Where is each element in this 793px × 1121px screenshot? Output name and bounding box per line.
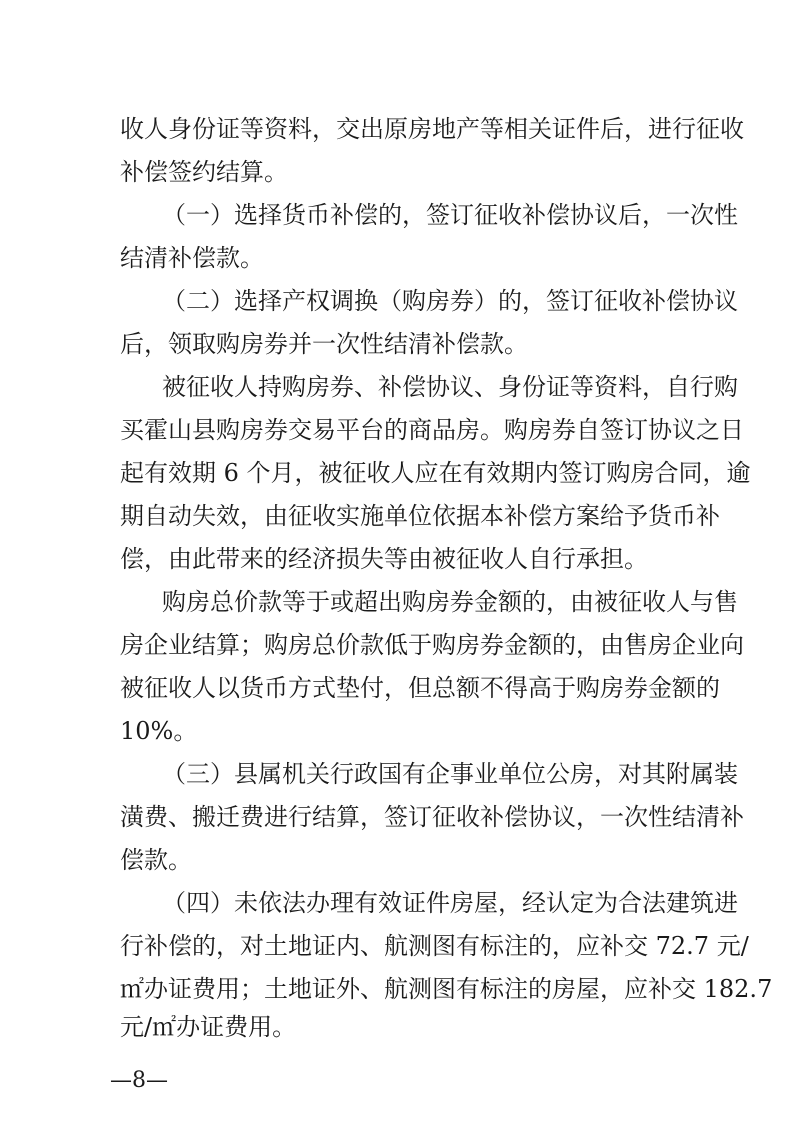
text-line: 补偿签约结算。 [120,158,288,186]
text-line: 10%。 [120,717,198,745]
text-line: 元/㎡办证费用。 [120,1013,297,1041]
text-line: 买霍山县购房券交易平台的商品房。购房券自签订协议之日 [120,416,744,444]
text-line: 潢费、搬迁费进行结算，签订征收补偿协议，一次性结清补 [120,803,744,831]
text-line: 收人身份证等资料，交出原房地产等相关证件后，进行征收 [120,115,744,143]
text-line: 期自动失效，由征收实施单位依据本补偿方案给予货币补 [120,502,720,530]
text-line: 结清补偿款。 [120,244,264,272]
text-line: （一）选择货币补偿的，签订征收补偿协议后，一次性 [162,201,738,229]
text-line: 偿，由此带来的经济损失等由被征收人自行承担。 [120,545,648,573]
text-line: 购房总价款等于或超出购房券金额的，由被征收人与售 [162,588,738,616]
text-line: ㎡办证费用；土地证外、航测图有标注的房屋，应补交 182.7 [120,975,773,1003]
text-line: 后，领取购房券并一次性结清补偿款。 [120,330,528,358]
text-line: 被征收人以货币方式垫付，但总额不得高于购房券金额的 [120,674,720,702]
text-line: （二）选择产权调换（购房券）的，签订征收补偿协议 [162,287,738,315]
text-line: 偿款。 [120,846,192,874]
text-line: 房企业结算；购房总价款低于购房券金额的，由售房企业向 [120,631,744,659]
text-line: （四）未依法办理有效证件房屋，经认定为合法建筑进 [162,889,738,917]
text-line: 行补偿的，对土地证内、航测图有标注的，应补交 72.7 元/ [120,932,749,960]
text-line: （三）县属机关行政国有企事业单位公房，对其附属装 [162,760,738,788]
text-line: 被征收人持购房券、补偿协议、身份证等资料，自行购 [162,373,738,401]
text-line: 起有效期 6 个月，被征收人应在有效期内签订购房合同，逾 [120,459,751,487]
page-number: —8— [110,1068,168,1093]
